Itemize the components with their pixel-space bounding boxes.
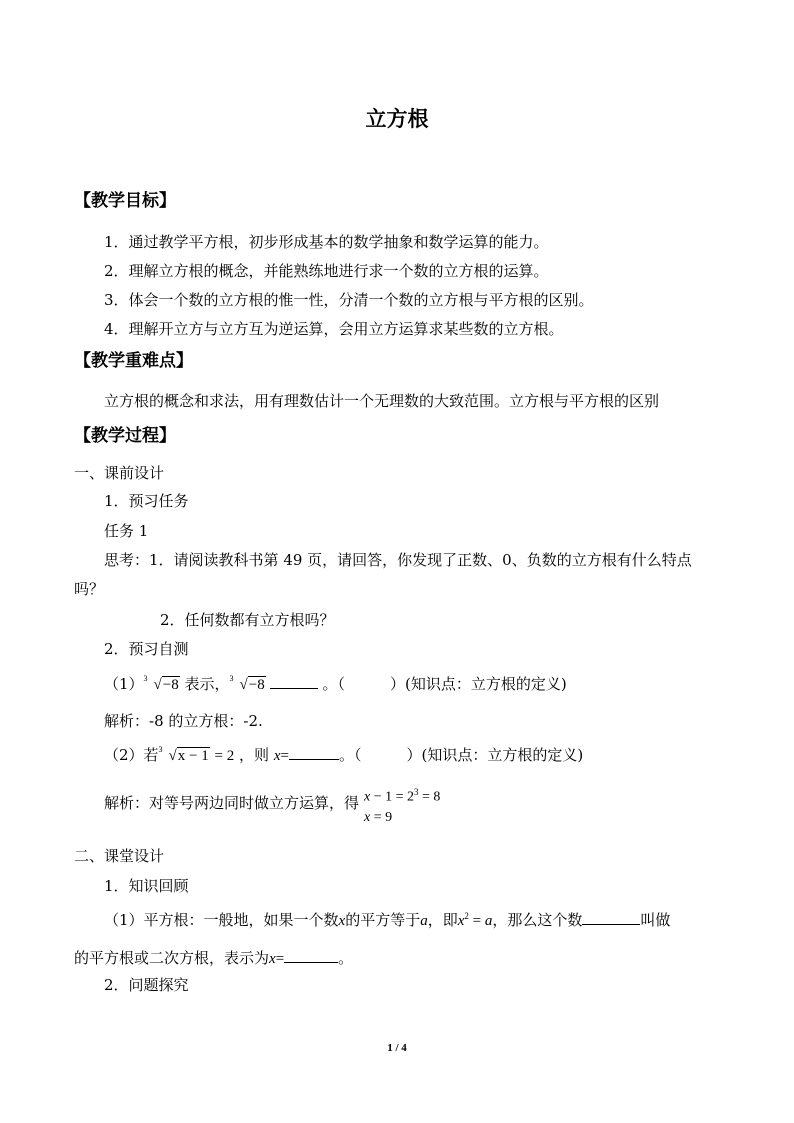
question-1-end: 。（ ）(知识点：立方根的定义) [322, 675, 567, 693]
in-class-heading: 二、课堂设计 [74, 847, 165, 865]
radical-index: 3 [158, 745, 163, 754]
answer-blank[interactable] [582, 910, 640, 925]
goals-heading: 【教学目标】 [74, 191, 176, 211]
page-title: 立方根 [365, 106, 429, 131]
goal-item: 2．理解立方根的概念，并能熟练地进行求一个数的立方根的运算。 [104, 262, 549, 280]
question-1 [104, 674, 567, 693]
equation-rhs: = 2 [214, 748, 235, 764]
question-2-then: ，则 [239, 746, 270, 764]
question-1-prefix: （1） [104, 675, 144, 693]
cube-root-expression: 3 √x − 1 [158, 745, 209, 764]
answer-blank[interactable] [289, 745, 339, 760]
question-2 [104, 745, 583, 764]
preview-task-item: 1．预习任务 [104, 492, 189, 510]
question-1-mid: 表示， [184, 675, 230, 693]
problem-exploration-item: 2．问题探究 [104, 976, 189, 994]
goal-item: 4．理解开立方与立方互为逆运算，会用立方运算求某些数的立方根。 [104, 320, 564, 338]
radicand: x − 1 [177, 748, 209, 764]
think-question-continued: 吗？ [74, 580, 105, 598]
pre-class-heading: 一、课前设计 [74, 464, 165, 482]
radical-index: 3 [143, 674, 148, 683]
question-2-prefix: （2）若 [104, 746, 159, 764]
task-label: 任务 1 [104, 522, 149, 540]
key-points-heading: 【教学重难点】 [74, 351, 193, 371]
cube-root-expression-2: 3 √−8 [229, 674, 265, 693]
radicand: −8 [162, 677, 179, 693]
answer-2-explanation: 解析：对等号两边同时做立方运算，得 [104, 794, 360, 812]
equals-sign: = [280, 748, 289, 764]
radicand: −8 [248, 677, 265, 693]
page-number: 1 / 4 [387, 1042, 407, 1054]
process-heading: 【教学过程】 [74, 426, 176, 446]
answer-2-equation-line-2: x = 9 [364, 810, 393, 825]
self-test-item: 2．预习自测 [104, 640, 189, 658]
answer-blank[interactable] [270, 674, 318, 689]
goal-item: 3．体会一个数的立方根的惟一性，分清一个数的立方根与平方根的区别。 [104, 291, 594, 309]
question-2-end: 。（ ）(知识点：立方根的定义) [338, 746, 584, 764]
review-definition: （1）平方根：一般地，如果一个数x的平方等于a，即$x^2 = a$，那么这个数 叫做 [104, 911, 671, 929]
goal-item: 1．通过教学平方根，初步形成基本的数学抽象和数学运算的能力。 [104, 233, 549, 251]
answer-2-equation-line-1: $x - 1 = 2^3 = 8$ [364, 787, 441, 805]
review-item: 1．知识回顾 [104, 877, 189, 895]
review-definition-continued: 的平方根或二次方根，表示为x= 。 [74, 949, 354, 967]
key-points-text: 立方根的概念和求法，用有理数估计一个无理数的大致范围。立方根与平方根的区别 [104, 392, 660, 410]
radical-index: 3 [229, 674, 234, 683]
think-question: 思考：1．请阅读教科书第 49 页，请回答，你发现了正数、0、负数的立方根有什么特点 [104, 551, 692, 569]
cube-root-expression: 3 √−8 [143, 674, 179, 693]
answer-blank[interactable] [284, 948, 338, 963]
answer-1-explanation: 解析：-8 的立方根：-2. [104, 712, 263, 730]
variable-x: x [273, 748, 281, 764]
think-question-2: 2．任何数都有立方根吗？ [160, 611, 335, 629]
